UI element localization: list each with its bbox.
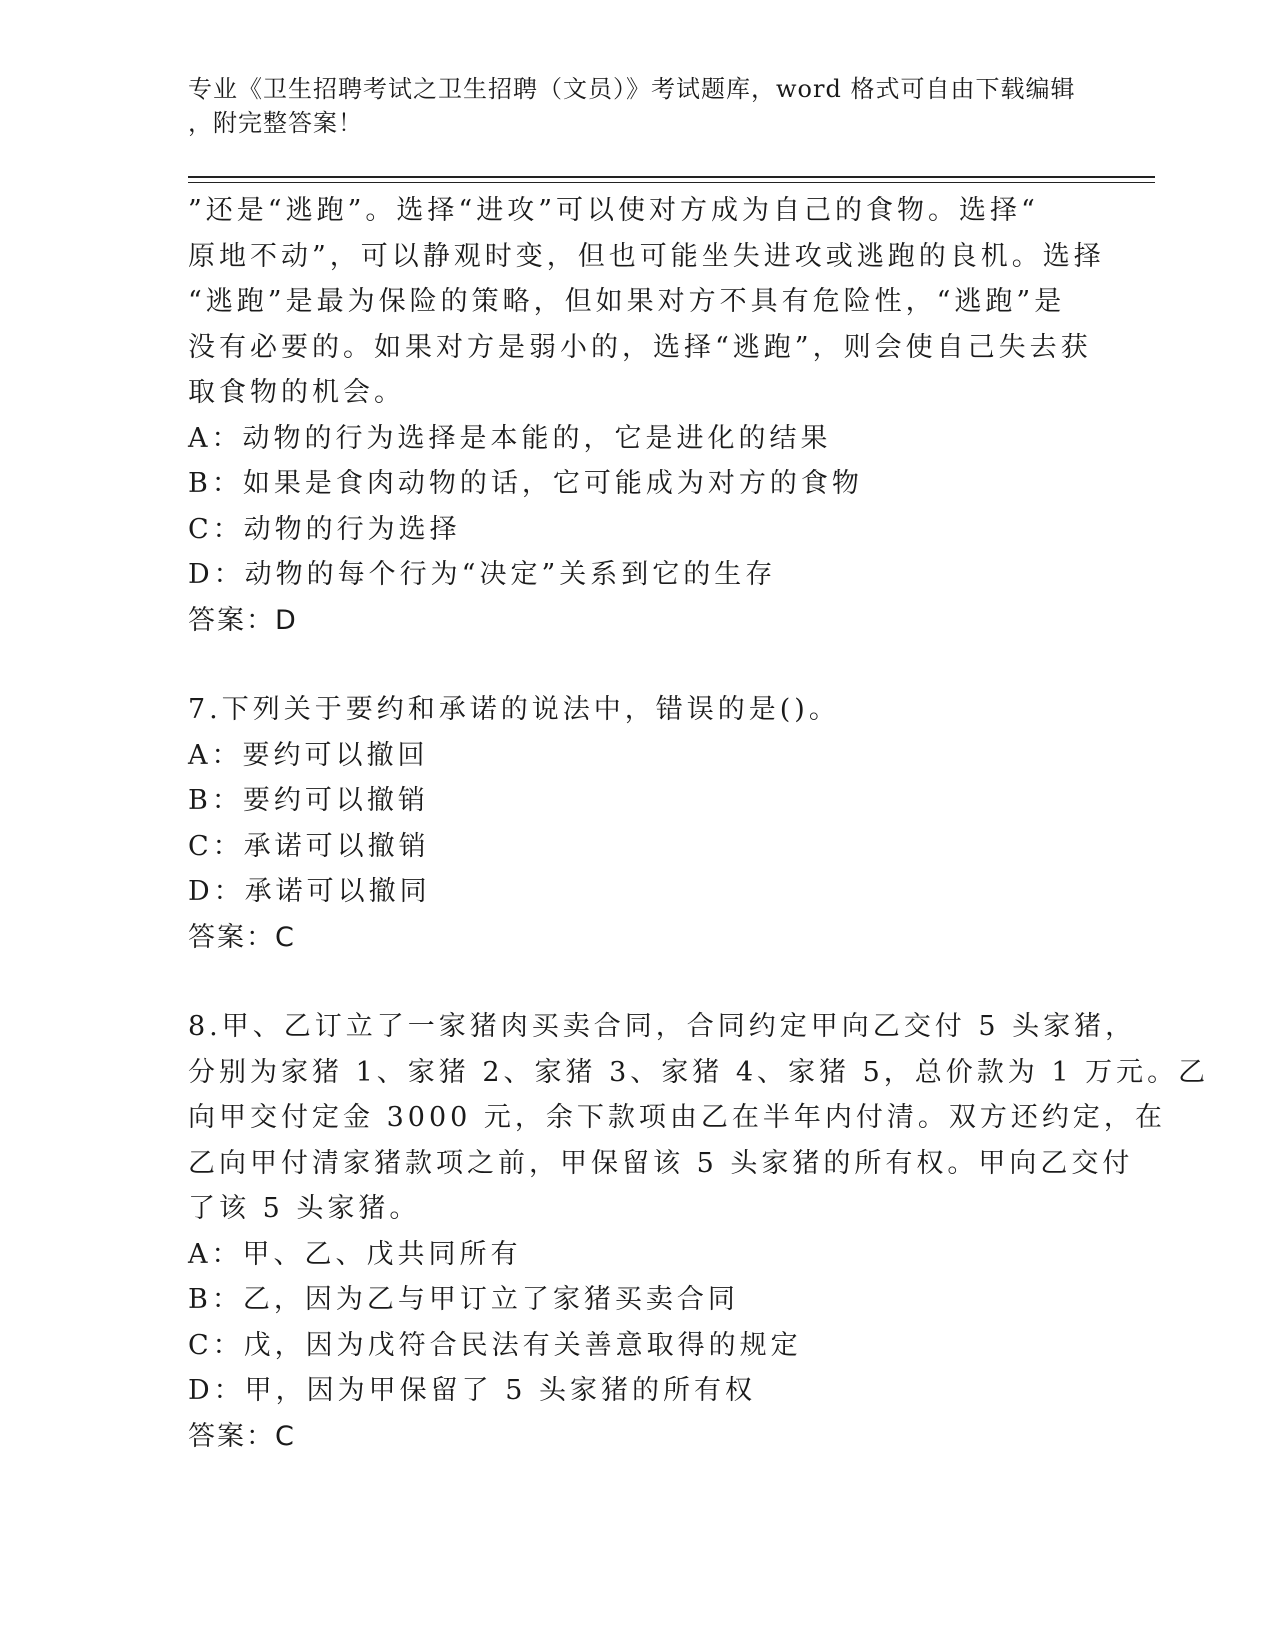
option-b: B：要约可以撤销 — [188, 785, 429, 816]
option-d: D：承诺可以撤同 — [188, 876, 431, 907]
stem-line: 乙向甲付清家猪款项之前，甲保留该 5 头家猪的所有权。甲向乙交付 — [188, 1147, 1134, 1179]
option-b: B：如果是食肉动物的话，它可能成为对方的食物 — [188, 468, 863, 499]
document-header — [188, 72, 1088, 140]
spacer — [188, 643, 1068, 687]
stem-line: 7.下列关于要约和承诺的说法中，错误的是()。 — [188, 694, 840, 725]
stem-line: 向甲交付定金 3000 元，余下款项由乙在半年内付清。双方还约定，在 — [188, 1102, 1166, 1133]
stem-line: 分别为家猪 1、家猪 2、家猪 3、家猪 4、家猪 5，总价款为 1 万元。乙 — [188, 1056, 1210, 1088]
stem-line: 8.甲、乙订立了一家猪肉买卖合同，合同约定甲向乙交付 5 头家猪， — [188, 1011, 1137, 1042]
question-stem — [188, 687, 1068, 733]
question-stem — [188, 188, 1105, 416]
option-a: A：动物的行为选择是本能的，它是进化的结果 — [188, 422, 832, 454]
option-c: C：承诺可以撤销 — [188, 830, 430, 862]
answer-line — [188, 915, 1068, 961]
option-d: D：甲，因为甲保留了 5 头家猪的所有权 — [188, 1375, 756, 1406]
option-d: D：动物的每个行为“决定”关系到它的生存 — [188, 559, 777, 590]
header-divider-thick — [188, 176, 1155, 178]
answer-line — [188, 598, 1068, 644]
answer-value: C — [275, 921, 296, 953]
answer-label: 答案： — [188, 1420, 275, 1452]
stem-line: “逃跑”是最为保险的策略，但如果对方不具有危险性，“逃跑”是 — [188, 286, 1066, 317]
stem-line: 了该 5 头家猪。 — [188, 1193, 421, 1224]
option-a: A：要约可以撤回 — [188, 739, 429, 771]
question-content — [188, 188, 1210, 1459]
header-title-line-2: ，附完整答案！ — [188, 109, 363, 137]
question-7 — [188, 687, 1068, 960]
answer-label: 答案： — [188, 921, 275, 953]
answer-label: 答案： — [188, 604, 275, 636]
stem-line: 原地不动”，可以静观时变，但也可能坐失进攻或逃跑的良机。选择 — [188, 240, 1105, 272]
answer-value: D — [275, 604, 298, 636]
option-a: A：甲、乙、戊共同所有 — [188, 1238, 522, 1270]
stem-line: ”还是“逃跑”。选择“进攻”可以使对方成为自己的食物。选择“ — [188, 195, 1039, 226]
question-8 — [188, 1004, 1210, 1459]
header-title-line-1: 专业《卫生招聘考试之卫生招聘（文员）》考试题库，word 格式可自由下载编辑 — [188, 75, 1076, 103]
question-6 — [188, 188, 1105, 643]
answer-line — [188, 1414, 1068, 1460]
header-divider-thin — [188, 182, 1155, 183]
answer-value: C — [275, 1420, 296, 1452]
spacer — [188, 960, 1068, 1004]
option-c: C：动物的行为选择 — [188, 513, 461, 545]
stem-line: 取食物的机会。 — [188, 377, 405, 408]
stem-line: 没有必要的。如果对方是弱小的，选择“逃跑”，则会使自己失去获 — [188, 331, 1092, 363]
option-b: B：乙，因为乙与甲订立了家猪买卖合同 — [188, 1284, 739, 1315]
option-c: C：戊，因为戊符合民法有关善意取得的规定 — [188, 1329, 802, 1361]
question-stem — [188, 1004, 1210, 1232]
